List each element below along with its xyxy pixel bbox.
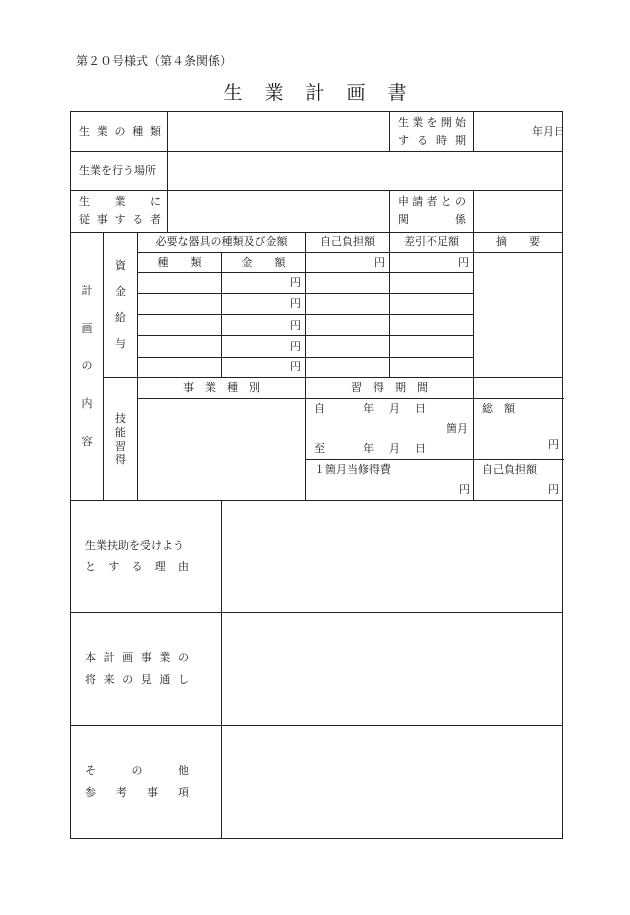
start-month-label: 月 [543, 124, 555, 138]
equipment-amount-yen: 円 [222, 336, 306, 357]
skill-header-row [71, 377, 563, 398]
shortfall-field[interactable] [390, 336, 474, 357]
outlook-label: 本計画事業の 将来の見通し [71, 613, 222, 726]
skill-header-blank [474, 377, 563, 398]
reason-row [71, 500, 563, 613]
location-row [71, 152, 563, 190]
own-burden-yen: 円 [306, 252, 390, 272]
equipment-amount-yen: 円 [222, 357, 306, 377]
skill-acquisition-label: 技 能 習 得 [104, 377, 138, 500]
skill-business-type-header: 事 業 種 別 [138, 377, 306, 398]
own-burden-field[interactable] [306, 294, 390, 315]
business-type-field[interactable] [168, 112, 390, 152]
other-label: そ の 他 参考事項 [71, 726, 222, 839]
equipment-type-field[interactable] [138, 294, 222, 315]
shortfall-field[interactable] [390, 294, 474, 315]
funds-subheader-row [71, 252, 563, 272]
worker-row [71, 190, 563, 232]
location-label: 生業を行う場所 [71, 152, 168, 190]
skill-own-burden-field[interactable] [474, 460, 563, 500]
equipment-type-field[interactable] [138, 357, 222, 377]
reason-field[interactable] [222, 500, 563, 613]
other-field[interactable] [222, 726, 563, 839]
skill-own-burden-label: 自己負担額 [482, 463, 538, 477]
funds-supply-label: 資 金 給 与 [104, 232, 138, 377]
skill-from-row [71, 398, 563, 418]
equipment-amount-yen: 円 [222, 315, 306, 336]
skill-period-header: 習 得 期 間 [306, 377, 474, 398]
skill-from-date[interactable]: 自 年 月 日 [306, 398, 474, 418]
skill-business-type-field[interactable] [138, 398, 306, 500]
plan-content-label: 計 画 の 内 容 [71, 232, 104, 500]
own-burden-header: 自己負担額 [306, 232, 390, 252]
worker-field[interactable] [168, 190, 390, 232]
business-type-label: 生業の種類 [71, 112, 168, 152]
own-burden-field[interactable] [306, 357, 390, 377]
start-date-field[interactable] [474, 112, 566, 152]
monthly-fee-field[interactable] [306, 460, 474, 500]
equipment-type-header: 種 類 [138, 252, 222, 272]
skill-to-date[interactable]: 至 年 月 日 [306, 439, 474, 460]
location-field[interactable] [168, 152, 563, 190]
own-burden-field[interactable] [306, 336, 390, 357]
shortfall-header: 差引不足額 [390, 232, 474, 252]
equipment-type-field[interactable] [138, 336, 222, 357]
equipment-type-field[interactable] [138, 315, 222, 336]
skill-total-label: 総 額 [482, 401, 516, 415]
skill-own-burden-yen: 円 [548, 483, 560, 497]
reason-label: 生業扶助を受けよう とする理由 [71, 500, 222, 613]
equipment-amount-header: 金 額 [222, 252, 306, 272]
funds-header-row [71, 232, 563, 252]
relation-label: 申請者との 関 係 [390, 190, 474, 232]
outlook-field[interactable] [222, 613, 563, 726]
start-year-label: 年 [532, 124, 544, 138]
remarks-header: 摘 要 [474, 232, 563, 252]
own-burden-field[interactable] [306, 315, 390, 336]
equipment-amount-yen: 円 [222, 273, 306, 294]
shortfall-field[interactable] [390, 315, 474, 336]
worker-label: 生 業 に 従事する者 [71, 190, 168, 232]
monthly-fee-yen: 円 [459, 483, 471, 497]
business-plan-table [70, 111, 566, 839]
other-row [71, 726, 563, 839]
business-type-row [71, 112, 563, 152]
form-number: 第２０号様式（第４条関係） [76, 54, 233, 68]
own-burden-field[interactable] [306, 273, 390, 294]
outlook-row [71, 613, 563, 726]
shortfall-field[interactable] [390, 273, 474, 294]
shortfall-yen: 円 [390, 252, 474, 272]
remarks-field[interactable] [474, 252, 563, 377]
start-time-label: 生業を開始 する時期 [390, 112, 474, 152]
relation-field[interactable] [474, 190, 563, 232]
equipment-header: 必要な器具の種類及び金額 [138, 232, 306, 252]
skill-total-field[interactable] [474, 398, 563, 459]
equipment-amount-yen: 円 [222, 294, 306, 315]
skill-months-count[interactable]: 箇月 [306, 419, 474, 439]
shortfall-field[interactable] [390, 357, 474, 377]
equipment-type-field[interactable] [138, 273, 222, 294]
skill-total-yen: 円 [548, 437, 560, 451]
start-day-label: 日 [554, 124, 566, 138]
monthly-fee-label: １箇月当修得費 [314, 463, 392, 477]
form-title: 生業計画書 [223, 82, 429, 104]
